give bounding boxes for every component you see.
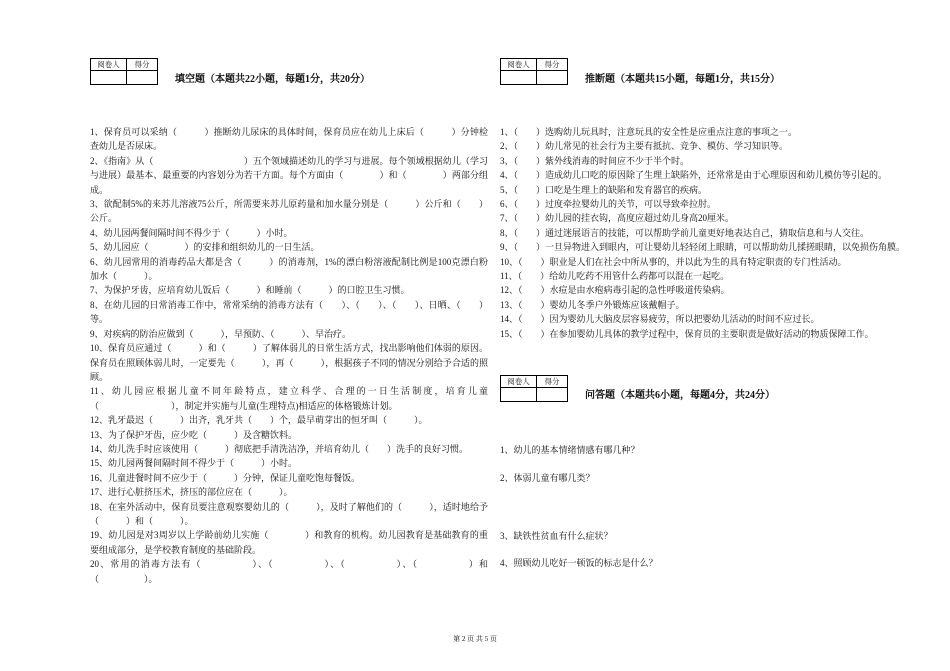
fill-question: 4、幼儿园两餐间隔时间不得少于（ ）小时。: [90, 227, 293, 238]
fill-question: 3、欲配制5%的来苏儿溶液75公斤，所需要来苏儿原药量和加水量分别是（ ）公斤和（ ）公斤。: [90, 199, 488, 224]
fill-score-box: [90, 58, 158, 85]
judge-question: 5、（ ）口吃是生理上的缺陷和发育器官的疾病。: [500, 184, 708, 195]
judge-question: 2、（ ）幼儿常见的社会行为主要有抵抗、竞争、模仿、学习知识等。: [500, 141, 789, 152]
fill-question: 15、幼儿园两餐间隔时间不得少于（ ）小时。: [90, 458, 298, 469]
fill-question: 2、《指南》从（ ）五个领域描述幼儿的学习与进展。每个领域根据幼儿（学习与进展）最基本、最重要的内容划分为若干方面。每个方面由（ ）和（ ）两部分组成。: [90, 155, 488, 195]
judge-question: 12、（ ）水痘是由水疱病毒引起的急性呼吸道传染病。: [500, 285, 730, 296]
fill-question: 19、幼儿园是对3周岁以上学龄前幼儿实施（ ）和教育的机构。幼儿园教育是基础教育的重要组成部分，是学校教育制度的基础阶段。: [90, 530, 488, 555]
grader-label: 阅卷人: [91, 59, 127, 71]
fill-question: 11、幼儿园应根据儿童不同年龄特点，建立科学、合理的一日生活制度，培育儿童（ ），制定并实施与儿童(生理特点)相适应的体格锻炼计划。: [90, 386, 488, 411]
fill-question: 20、常用的消毒方法有（ ）、（ ）、（ ）、（ ）和（ ）。: [90, 559, 488, 584]
grader-cell: [91, 71, 127, 84]
fill-question: 16、儿童进餐时间不应少于（ ）分钟，保证儿童吃饱每餐饭。: [90, 472, 361, 483]
fill-question-list: [90, 125, 488, 586]
judge-question: 4、（ ）造成幼儿口吃的原因除了生理上缺陷外，还常常是由于心理原因和幼儿模仿等引起的。: [500, 170, 888, 181]
fill-question: 17、进行心脏挤压术，挤压的部位应在（ ）。: [90, 487, 293, 498]
judge-question: 8、（ ）通过迷展语言的技能，可以帮助学前儿童更好地表达自己，猜取信息和与人交往。: [500, 227, 870, 238]
judge-question: 14、（ ）因为婴幼儿大脑皮层容易疲劳，所以把婴幼儿活动的时间不应过长。: [500, 314, 820, 325]
fill-question: 12、乳牙最迟（ ）出齐，乳牙共（ ）个，最早萌芽出的恒牙叫（ ）。: [90, 415, 428, 426]
score-label: 得分: [537, 59, 567, 71]
judge-question: 11、（ ）给幼儿吃药不用管什么药都可以混在一起吃。: [500, 271, 730, 282]
judge-question: 15、（ ）在参加婴幼儿具体的教学过程中，保育员的主要职责是做好活动的物质保障工作。: [500, 328, 874, 339]
fill-question: 10、保育员应通过（ ）和（ ）了解体弱儿的日常生活方式，找出影响他们体弱的原因。保育员在照顾体弱儿时，一定要先（ ），再（ ），根据孩子不同的情况分别给予合适的照顾。: [90, 343, 488, 382]
judge-question: 13、（ ）婴幼儿冬季户外锻炼应该戴帽子。: [500, 299, 685, 310]
score-cell: [537, 71, 567, 84]
qa-question: 3、缺铁性贫血有什么症状？: [500, 531, 613, 541]
fill-section-title: 填空题（本题共22小题，每题1分，共20分）: [175, 74, 370, 85]
page-number: 第 2 页 共 5 页: [453, 635, 497, 643]
judge-question: 3、（ ）紫外线消毒的时间应不少于半个时。: [500, 155, 690, 166]
qa-question: 1、幼儿的基本情绪情感有哪几种？: [500, 445, 640, 455]
judge-question: 1、（ ）选购幼儿玩具时，注意玩具的安全性是应重点注意的事项之一。: [500, 127, 798, 137]
fill-question: 18、在室外活动中，保育员要注意观察婴幼儿的（ ），及时了解他们的（ ），适时地给予（ ）和（ ）。: [90, 501, 488, 526]
fill-question: 9、对疾病的防治应做到（ ），早预防、（ ）、早治疗。: [90, 328, 352, 339]
judge-question: 7、（ ）幼儿园的挂衣钩，高度应超过幼儿身高20厘米。: [500, 213, 735, 224]
qa-question: 2、体弱儿童有哪几类？: [500, 473, 595, 483]
score-cell: [537, 388, 567, 401]
judge-score-box: [500, 58, 568, 85]
fill-question: 8、在幼儿园的日常消毒工作中，常常采纳的消毒方法有（ ）、（ ）、（ ）、日晒、（ ）等。: [90, 299, 488, 325]
grader-label: 阅卷人: [501, 59, 537, 71]
score-label: 得分: [127, 59, 157, 71]
judge-question: 10、（ ）职业是人们在社会中所从事的，并以此为生的具有特定职责的专门性活动。: [500, 256, 847, 267]
fill-question: 14、幼儿洗手时应该使用（ ）彻底把手清洗洁净，并培育幼儿（ ）洗手的良好习惯。: [90, 443, 469, 454]
score-cell: [127, 71, 157, 84]
judge-question: 9、（ ）一旦异物进入到眼内，可让婴幼儿轻轻闭上眼睛，可以帮助幼儿揉搓眼睛，以免损伤角膜。: [500, 242, 906, 253]
fill-question: 13、为了保护牙齿，应少吃（ ）及含糖饮料。: [90, 429, 298, 440]
grader-cell: [501, 388, 537, 401]
judge-question-list: [500, 125, 905, 341]
grader-cell: [501, 71, 537, 84]
score-label: 得分: [537, 376, 567, 388]
qa-question: 4、照顾幼儿吃好一顿饭的标志是什么？: [500, 558, 658, 568]
qa-score-box: [500, 375, 568, 402]
fill-question: 7、为保护牙齿，应培育幼儿饭后（ ）和睡前（ ）的口腔卫生习惯。: [90, 285, 410, 296]
qa-section-title: 问答题（本题共6小题，每题4分，共24分）: [585, 390, 775, 401]
judge-section-title: 推断题（本题共15小题，每题1分，共15分）: [585, 74, 780, 85]
fill-question: 6、幼儿园常用的消毒药品大都是含（ ）的消毒剂，1%的漂白粉溶液配制比例是100克漂白粉加水（ ）。: [90, 256, 488, 282]
fill-question: 5、幼儿园应（ ）的安排和组织幼儿的一日生活。: [90, 242, 320, 253]
grader-label: 阅卷人: [501, 376, 537, 388]
fill-question: 1、保育员可以采纳（ ）推断幼儿尿床的具体时间，保育员应在幼儿上床后（ ）分钟检查幼儿是否尿床。: [90, 127, 488, 152]
judge-question: 6、（ ）过度牵拉婴幼儿的关节，可以导致牵拉肘。: [500, 199, 717, 210]
